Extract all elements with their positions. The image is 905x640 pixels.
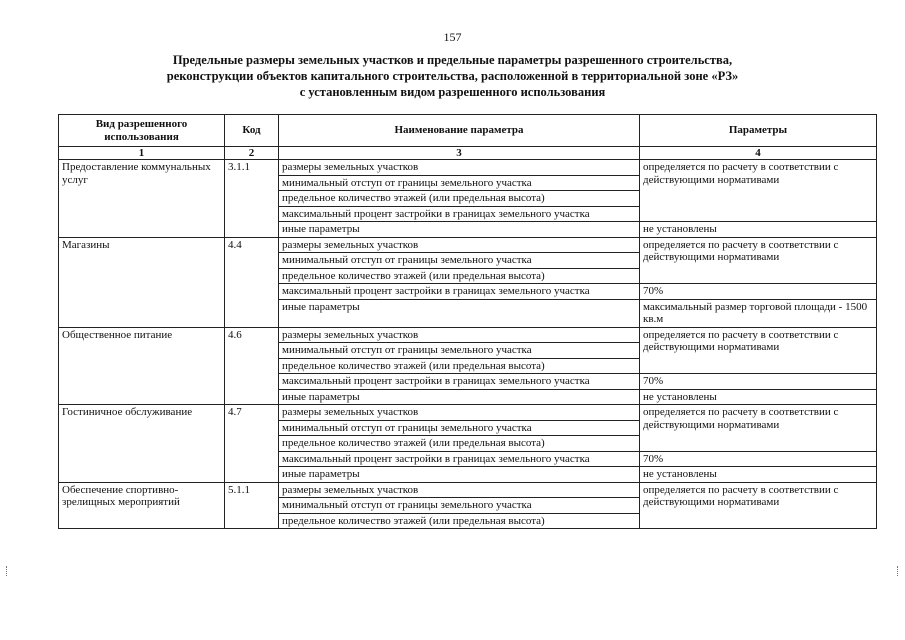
- column-number: 1: [59, 147, 225, 160]
- param-name-cell: максимальный процент застройки в границах земельного участка: [279, 206, 640, 222]
- param-value-cell: максимальный размер торговой площади - 1500 кв.м: [640, 299, 877, 327]
- param-value-cell: определяется по расчету в соответствии с действующими нормативами: [640, 327, 877, 374]
- code-cell: 4.6: [225, 327, 279, 405]
- param-name-cell: иные параметры: [279, 299, 640, 327]
- param-name-cell: иные параметры: [279, 222, 640, 238]
- column-number: 3: [279, 147, 640, 160]
- use-type-cell: Обеспечение спортивно-зрелищных мероприятий: [59, 482, 225, 529]
- table-header-row: [59, 115, 877, 147]
- title-line-3: с установленным видом разрешенного использования: [299, 85, 606, 99]
- code-cell: 4.4: [225, 237, 279, 327]
- param-name-cell: максимальный процент застройки в границах земельного участка: [279, 284, 640, 300]
- param-name-cell: минимальный отступ от границы земельного участка: [279, 253, 640, 269]
- param-name-cell: предельное количество этажей (или предельная высота): [279, 513, 640, 529]
- page-number: 157: [443, 30, 462, 44]
- code-cell: 5.1.1: [225, 482, 279, 529]
- table-row: [59, 327, 877, 343]
- param-value-cell: 70%: [640, 374, 877, 390]
- document-title: [90, 52, 815, 100]
- param-name-cell: предельное количество этажей (или предельная высота): [279, 268, 640, 284]
- column-number-row: [59, 147, 877, 160]
- param-name-cell: предельное количество этажей (или предельная высота): [279, 191, 640, 207]
- param-name-cell: размеры земельных участков: [279, 482, 640, 498]
- param-name-cell: размеры земельных участков: [279, 160, 640, 176]
- param-value-cell: 70%: [640, 451, 877, 467]
- param-value-cell: не установлены: [640, 389, 877, 405]
- table-row: [59, 160, 877, 176]
- use-type-cell: Предоставление коммунальных услуг: [59, 160, 225, 238]
- param-value-cell: определяется по расчету в соответствии с действующими нормативами: [640, 405, 877, 452]
- param-name-cell: минимальный отступ от границы земельного участка: [279, 498, 640, 514]
- param-name-cell: размеры земельных участков: [279, 327, 640, 343]
- param-name-cell: иные параметры: [279, 389, 640, 405]
- param-name-cell: предельное количество этажей (или предельная высота): [279, 436, 640, 452]
- table-row: [59, 237, 877, 253]
- column-number: 4: [640, 147, 877, 160]
- use-type-cell: Магазины: [59, 237, 225, 327]
- param-value-cell: не установлены: [640, 467, 877, 483]
- param-name-cell: минимальный отступ от границы земельного участка: [279, 343, 640, 359]
- param-name-cell: максимальный процент застройки в границах земельного участка: [279, 374, 640, 390]
- param-value-cell: не установлены: [640, 222, 877, 238]
- param-name-cell: размеры земельных участков: [279, 405, 640, 421]
- use-type-cell: Общественное питание: [59, 327, 225, 405]
- scan-edge-mark: [6, 566, 9, 576]
- param-name-cell: максимальный процент застройки в границах земельного участка: [279, 451, 640, 467]
- param-name-cell: минимальный отступ от границы земельного участка: [279, 420, 640, 436]
- scan-edge-mark: [897, 566, 900, 576]
- title-line-1: Предельные размеры земельных участков и предельные параметры разрешенного строительства,: [172, 53, 733, 67]
- header-param-value: Параметры: [640, 115, 877, 147]
- code-cell: 3.1.1: [225, 160, 279, 238]
- table-row: [59, 405, 877, 421]
- parameters-table: [58, 114, 877, 529]
- header-code: Код: [225, 115, 279, 147]
- header-param-name: Наименование параметра: [279, 115, 640, 147]
- param-name-cell: иные параметры: [279, 467, 640, 483]
- param-value-cell: определяется по расчету в соответствии с действующими нормативами: [640, 160, 877, 222]
- code-cell: 4.7: [225, 405, 279, 483]
- param-value-cell: определяется по расчету в соответствии с действующими нормативами: [640, 237, 877, 284]
- param-name-cell: минимальный отступ от границы земельного участка: [279, 175, 640, 191]
- use-type-cell: Гостиничное обслуживание: [59, 405, 225, 483]
- param-name-cell: размеры земельных участков: [279, 237, 640, 253]
- title-line-2: реконструкции объектов капитального строительства, расположенной в территориальной зоне «РЗ»: [166, 69, 739, 83]
- param-name-cell: предельное количество этажей (или предельная высота): [279, 358, 640, 374]
- param-value-cell: определяется по расчету в соответствии с действующими нормативами: [640, 482, 877, 529]
- table-row: [59, 482, 877, 498]
- param-value-cell: 70%: [640, 284, 877, 300]
- column-number: 2: [225, 147, 279, 160]
- header-use: Вид разрешенного использования: [59, 115, 225, 147]
